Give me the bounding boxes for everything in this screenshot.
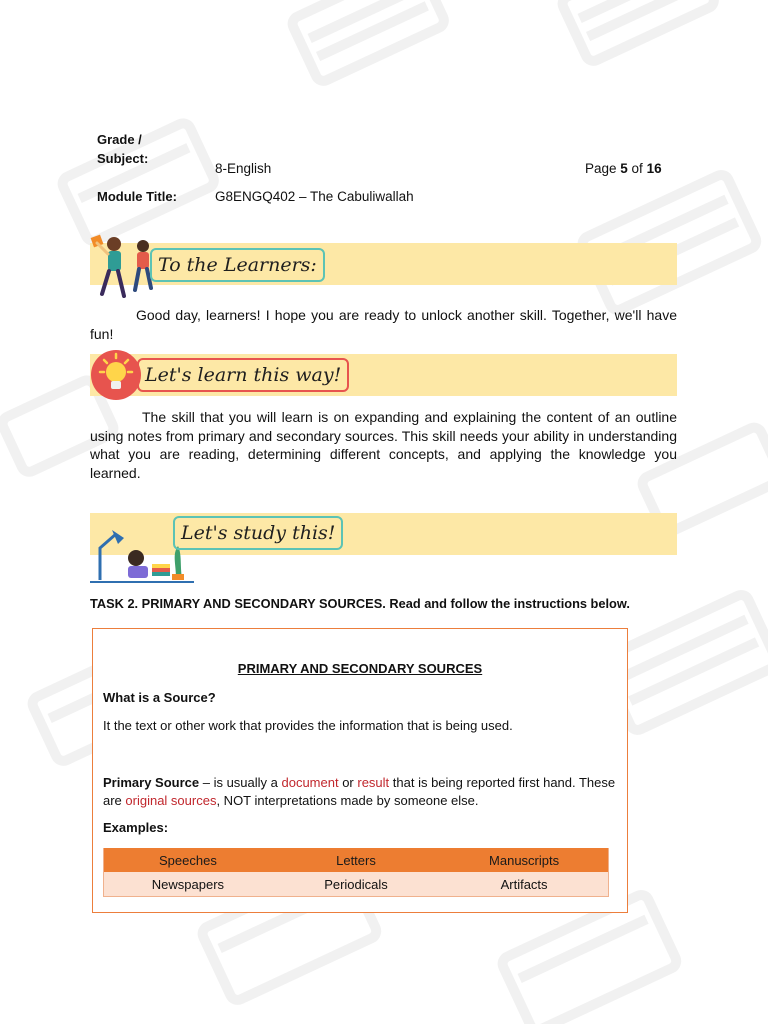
table-cell: Newspapers xyxy=(104,872,272,897)
box-title: PRIMARY AND SECONDARY SOURCES xyxy=(237,661,483,676)
module-title-label: Module Title: xyxy=(97,189,177,204)
learn-text: The skill that you will learn is on expanding and explaining the content of an outline using notes from primary and secondary sources. This skill needs your ability in understanding what you are reading, determining different concepts, and applying the knowledge you learned. xyxy=(90,409,677,481)
page-current: 5 xyxy=(620,161,628,176)
lightbulb-icon xyxy=(90,346,142,404)
subject-label: Subject: xyxy=(97,151,149,166)
keyword-result: result xyxy=(357,775,390,790)
primary-def-part4: , NOT interpretations made by someone else. xyxy=(216,793,479,808)
source-definition: It the text or other work that provides the information that is being used. xyxy=(103,718,513,733)
sources-info-box xyxy=(92,628,628,913)
task-instruction: TASK 2. PRIMARY AND SECONDARY SOURCES. Read and follow the instructions below. xyxy=(90,596,630,611)
source-question: What is a Source? xyxy=(103,690,216,705)
table-row xyxy=(104,848,609,872)
study-banner-label: Let's study this! xyxy=(173,516,343,550)
keyword-original-sources: original sources xyxy=(125,793,217,808)
table-cell: Speeches xyxy=(104,848,272,872)
page-prefix: Page xyxy=(585,161,621,176)
examples-label: Examples: xyxy=(103,820,169,835)
primary-def-part1: – is usually a xyxy=(199,775,282,790)
page-mid: of xyxy=(627,161,647,176)
primary-def-part3: that is being reported first hand. These are xyxy=(103,775,616,808)
table-cell: Manuscripts xyxy=(440,848,608,872)
module-title-value: G8ENGQ402 – The Cabuliwallah xyxy=(215,189,414,204)
learn-banner-label: Let's learn this way! xyxy=(137,358,349,392)
page-total: 16 xyxy=(646,161,662,176)
table-cell: Periodicals xyxy=(272,872,440,897)
table-row xyxy=(104,872,609,897)
primary-def-part2: or xyxy=(338,775,358,790)
intro-text: Good day, learners! I hope you are ready to unlock another skill. Together, we'll have fun! xyxy=(90,307,677,342)
page-number xyxy=(585,160,662,178)
document-header xyxy=(0,0,768,220)
primary-source-term: Primary Source xyxy=(103,775,200,790)
grade-subject-value: 8-English xyxy=(215,161,272,176)
primary-source-definition xyxy=(103,774,618,810)
grade-label: Grade / xyxy=(97,132,142,147)
learn-paragraph xyxy=(90,408,677,482)
intro-paragraph xyxy=(90,306,677,343)
examples-table xyxy=(103,848,609,897)
learners-banner-label: To the Learners: xyxy=(150,248,325,282)
keyword-document: document xyxy=(281,775,339,790)
table-cell: Artifacts xyxy=(440,872,608,897)
learners-illustration xyxy=(88,232,158,304)
table-cell: Letters xyxy=(272,848,440,872)
